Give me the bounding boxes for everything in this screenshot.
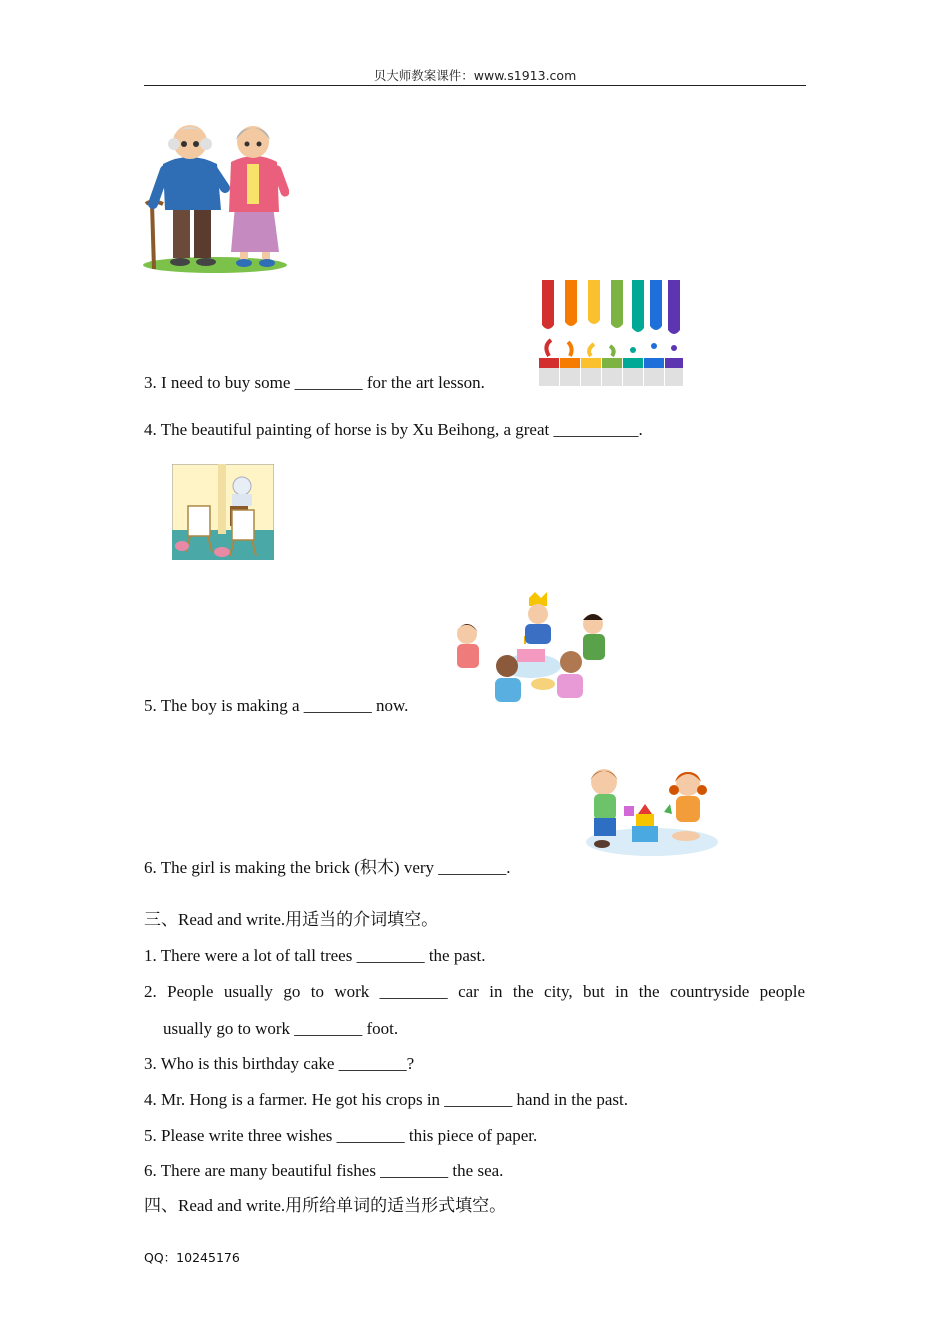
part3-question-3: 3. Who is this birthday cake ________? [144,1054,415,1073]
part2-question-4: 4. The beautiful painting of horse is by Xu Beihong, a great __________. [144,420,643,439]
page-footer-qq: QQ：10245176 [144,1250,240,1265]
elderly-couple-illustration [143,122,289,274]
paint-tubes-illustration [537,280,685,390]
building-blocks-illustration [572,764,720,858]
part3-question-2-line-1: 2. People usually go to work ________ car in the city, but in the countryside people [144,982,805,1001]
part3-question-6: 6. There are many beautiful fishes ________ the sea. [144,1161,504,1180]
art-room-illustration [172,464,274,560]
part2-question-6: 6. The girl is making the brick (积木) very ________. [144,858,511,877]
part3-question-2-line-2: usually go to work ________ foot. [163,1019,399,1038]
part3-question-1: 1. There were a lot of tall trees ________ the past. [144,946,486,965]
part2-question-5: 5. The boy is making a ________ now. [144,696,409,715]
part4-title: 四、Read and write.用所给单词的适当形式填空。 [144,1196,507,1215]
part3-question-5: 5. Please write three wishes ________ this piece of paper. [144,1126,538,1145]
birthday-party-illustration [447,592,609,708]
part3-question-4: 4. Mr. Hong is a farmer. He got his crops in ________ hand in the past. [144,1090,628,1109]
part2-question-3: 3. I need to buy some ________ for the art lesson. [144,373,485,392]
header-divider [144,85,806,86]
page-header: 贝大师教案课件：www.s1913.com [373,68,577,83]
part3-title: 三、Read and write.用适当的介词填空。 [144,910,439,929]
